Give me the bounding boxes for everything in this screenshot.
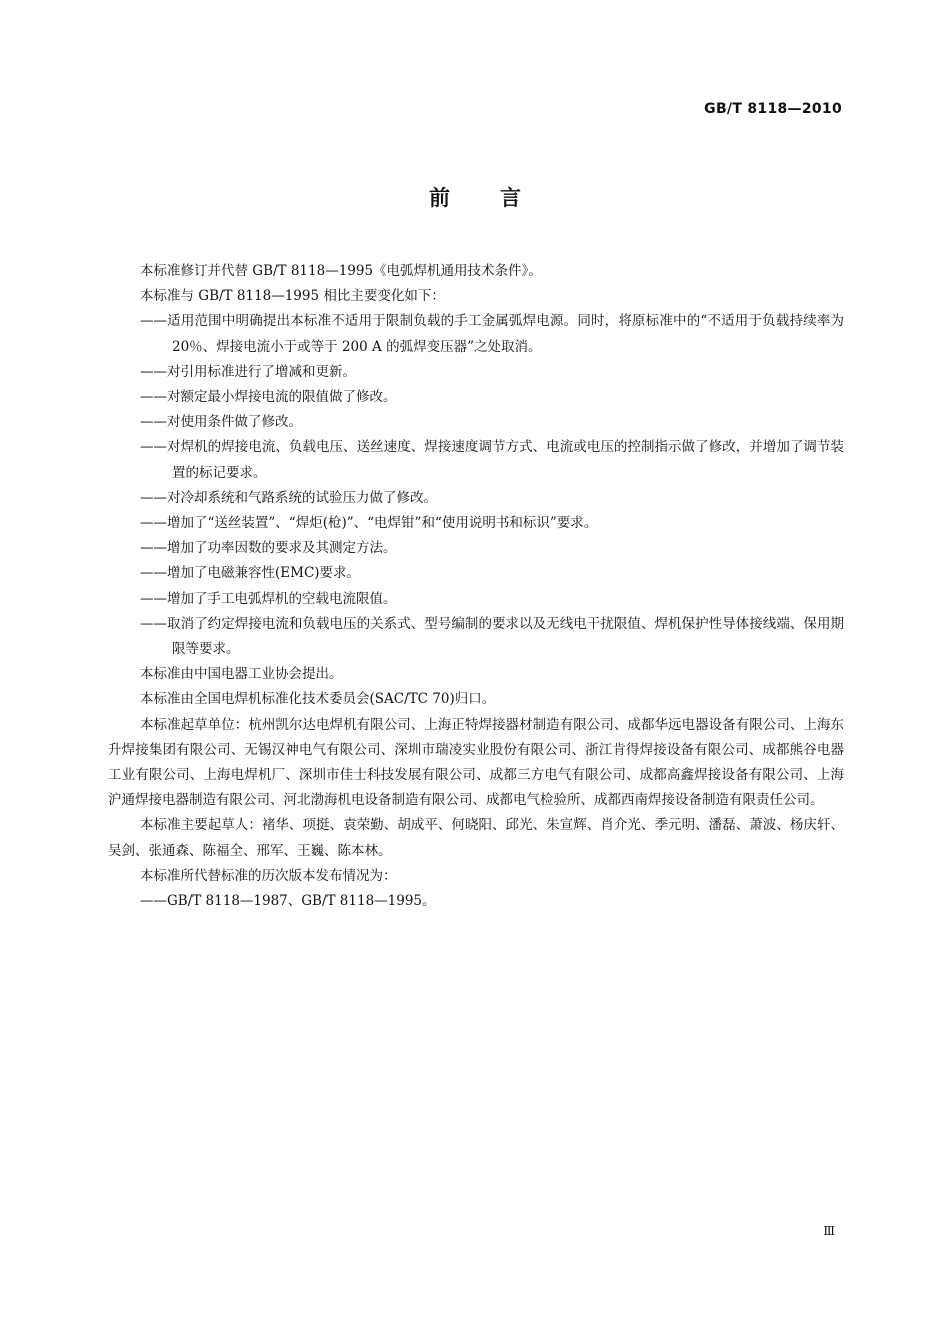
paragraph-drafting-units: 本标准起草单位：杭州凯尔达电焊机有限公司、上海正特焊接器材制造有限公司、成都华远电器设备有限公司、上海东升焊接集团有限公司、无锡汉神电气有限公司、深圳市瑞凌实业股份有限公司、浙江肯得焊接设备有限公司、成都熊谷电器工业有限公司、上海电焊机厂、深圳市佳士科技发展有限公司、成都三方电气有限公司、成都高鑫焊接设备有限公司、上海沪通焊接电器制造有限公司、河北渤海机电设备制造有限公司、成都电气检验所、成都西南焊接设备制造有限责任公司。 xyxy=(108,716,844,809)
change-item: ——适用范围中明确提出本标准不适用于限制负载的手工金属弧焊电源。同时，将原标准中的“不适用于负载持续率为 20％、焊接电流小于或等于 200 A 的弧焊变压器”之处取消。 xyxy=(140,313,844,355)
change-item: ——对额定最小焊接电流的限值做了修改。 xyxy=(140,389,397,406)
change-item: ——对引用标准进行了增减和更新。 xyxy=(140,363,356,380)
paragraph-proposer: 本标准由中国电器工业协会提出。 xyxy=(140,666,343,683)
foreword-body xyxy=(108,259,844,914)
change-item: ——增加了手工电弧焊机的空载电流限值。 xyxy=(140,590,397,607)
standard-code: GB/T 8118—2010 xyxy=(704,101,842,117)
history-item: ——GB/T 8118—1987、GB/T 8118—1995。 xyxy=(140,893,436,910)
change-item: ——增加了功率因数的要求及其测定方法。 xyxy=(140,540,397,557)
change-item: ——对焊机的焊接电流、负载电压、送丝速度、焊接速度调节方式、电流或电压的控制指示做了修改，并增加了调节装置的标记要求。 xyxy=(140,439,844,481)
paragraph-replaces: 本标准修订并代替 GB/T 8118—1995《电弧焊机通用技术条件》。 xyxy=(140,263,542,279)
paragraph-administrator: 本标准由全国电焊机标准化技术委员会(SAC/TC 70)归口。 xyxy=(140,691,496,708)
paragraph-drafters: 本标准主要起草人：褚华、项挺、袁荣勤、胡成平、何晓阳、邱光、朱宣辉、肖介光、季元明、潘磊、萧波、杨庆轩、吴剑、张通森、陈福全、邢军、王巍、陈本林。 xyxy=(108,817,844,859)
change-item: ——取消了约定焊接电流和负载电压的关系式、型号编制的要求以及无线电干扰限值、焊机保护性导体接线端、保用期限等要求。 xyxy=(140,615,844,658)
change-item: ——增加了电磁兼容性(EMC)要求。 xyxy=(140,565,361,582)
change-item: ——增加了“送丝装置”、“焊炬(枪)”、“电焊钳”和“使用说明书和标识”要求。 xyxy=(140,515,598,532)
paragraph-changes-intro: 本标准与 GB/T 8118—1995 相比主要变化如下： xyxy=(140,288,445,305)
change-item: ——对冷却系统和气路系统的试验压力做了修改。 xyxy=(140,489,437,506)
page-number: Ⅲ xyxy=(823,1224,835,1238)
page-title: 前言 xyxy=(429,186,571,210)
change-item: ——对使用条件做了修改。 xyxy=(140,414,302,431)
paragraph-history-intro: 本标准所代替标准的历次版本发布情况为： xyxy=(140,867,397,884)
